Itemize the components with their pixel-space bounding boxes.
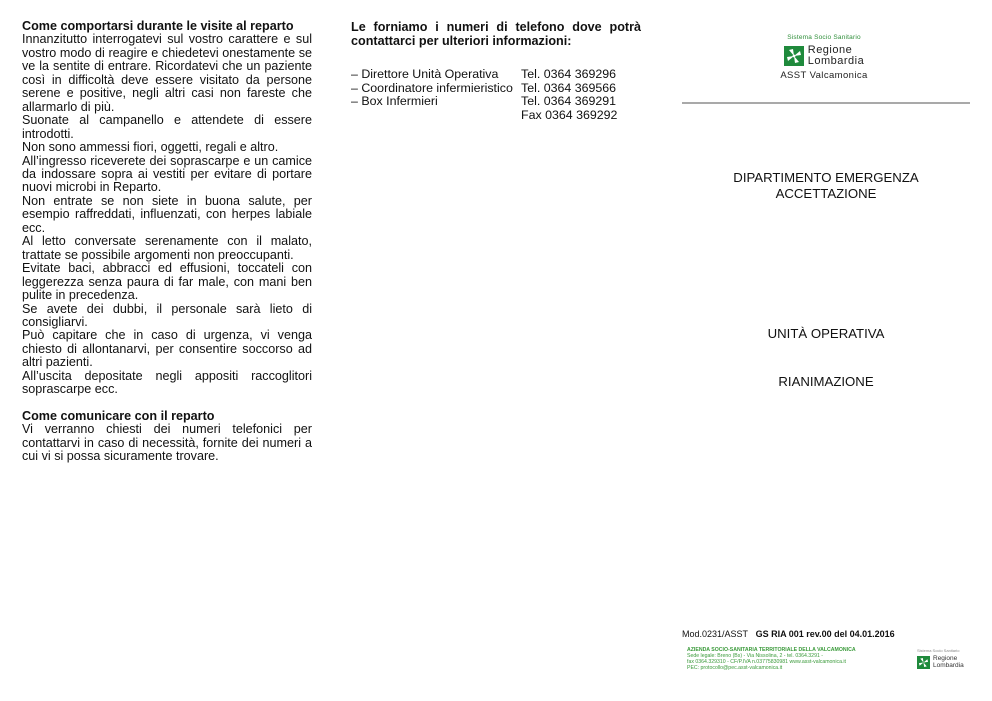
paragraph: Suonate al campanello e attendete di essere introdotti. (22, 113, 312, 141)
logo-asst: ASST Valcamonica (780, 70, 868, 81)
contact-number: Tel. 0364 369291 (521, 94, 617, 109)
contact-role (351, 109, 521, 123)
paragraph: All’ingresso riceverete dei soprascarpe e un camice da indossare sopra ai vestiti per evitare di portare nuovi microbi in Reparto. (22, 153, 312, 195)
visit-guidelines-column (22, 20, 312, 464)
footer-line: fax 0364.329310 - CF/P.IVA n.03775830981 www.asst-valcamonica.it (687, 659, 846, 665)
module-reference (682, 629, 895, 639)
footer-address (687, 647, 902, 671)
logo-system-text: Sistema Socio Sanitario (787, 34, 861, 41)
logo-region-line1: Regione (807, 44, 853, 56)
contact-row (351, 109, 641, 123)
unit-label: UNITÀ OPERATIVA (767, 326, 885, 341)
department-title (682, 170, 970, 202)
logo-mark (759, 45, 889, 67)
contact-role: – Coordinatore infermieristico (351, 80, 513, 95)
visit-guidelines-heading: Come comportarsi durante le visite al reparto (22, 19, 294, 33)
contact-row (351, 82, 641, 96)
paragraph: Può capitare che in caso di urgenza, vi venga chiesto di allontanarvi, per consentire soccorso ad altri pazienti. (22, 328, 312, 370)
footer-logo-line2: Lombardia (933, 661, 964, 669)
footer-company-name: AZIENDA SOCIO-SANITARIA TERRITORIALE DELLA VALCAMONICA (687, 647, 856, 653)
paragraph: Evitate baci, abbracci ed effusioni, toccateli con leggerezza senza paura di far male, con mani ben pulite in precedenza. (22, 261, 312, 303)
footer-logo-region (933, 656, 964, 669)
contact-row (351, 95, 641, 109)
footer-logo-line1: Regione (933, 655, 958, 662)
unit-name: RIANIMAZIONE (778, 374, 874, 389)
paragraph: Se avete dei dubbi, il personale sarà lieto di consigliarvi. (22, 301, 312, 329)
contact-number: Tel. 0364 369566 (521, 80, 617, 95)
contact-row (351, 68, 641, 82)
paragraph: Al letto conversate serenamente con il malato, trattate se possibile argomenti non preoccupanti. (22, 234, 312, 262)
footer-logo-mark (917, 656, 977, 669)
contact-role: – Direttore Unità Operativa (351, 67, 499, 81)
paragraph: Innanzitutto interrogatevi sul vostro carattere e sul vostro modo di reagire e chiedetevi onestamente se ve la sentite di entrare. Ricordatevi che un paziente così in difficoltà deve essere visitato da persone serene e positive, negli altri casi non fareste che allarmarlo di più. (22, 32, 312, 114)
footer-logo (917, 648, 977, 669)
contacts-heading: Le forniamo i numeri di telefono dove potrà contattarci per ulteriori informazioni: (351, 20, 641, 48)
logo-region-name (808, 45, 864, 67)
paragraph: Vi verranno chiesti dei numeri telefonici per contattarvi in caso di necessità, fornite dei numeri a cui vi si possa sicuramente trovare. (22, 422, 312, 464)
logo-region-line2: Lombardia (807, 55, 865, 67)
lombardy-rose-icon (784, 46, 804, 66)
footer-line: Sede legale: Breno (Bs) - Via Nissolina, 2 - tel. 0364.3291 - (687, 653, 824, 659)
communication-heading: Come comunicare con il reparto (22, 408, 215, 423)
footer-logo-system: Sistema Socio Sanitario (917, 648, 960, 653)
contact-number: Tel. 0364 369296 (521, 67, 617, 81)
header-divider (682, 102, 970, 104)
contact-number: Fax 0364 369292 (521, 107, 618, 122)
lombardy-rose-icon (917, 656, 930, 669)
contact-role: – Box Infermieri (351, 94, 438, 109)
module-code: GS RIA 001 rev.00 del 04.01.2016 (755, 629, 895, 639)
department-line1: DIPARTIMENTO EMERGENZA (733, 170, 919, 185)
contacts-list (351, 68, 641, 122)
paragraph: All’uscita depositate negli appositi raccoglitori soprascarpe ecc. (22, 368, 312, 397)
section-gap (22, 397, 312, 410)
paragraph: Non entrate se non siete in buona salute, per esempio raffreddati, influenzati, con herpes labiale ecc. (22, 193, 312, 235)
department-line2: ACCETTAZIONE (775, 186, 877, 201)
footer-line: PEC: protocollo@pec.asst-valcamonica.it (687, 665, 783, 671)
paragraph: Non sono ammessi fiori, oggetti, regali e altro. (22, 140, 279, 155)
contacts-column (351, 20, 641, 122)
module-prefix: Mod.0231/ASST (682, 629, 749, 639)
regione-lombardia-logo (759, 34, 889, 81)
